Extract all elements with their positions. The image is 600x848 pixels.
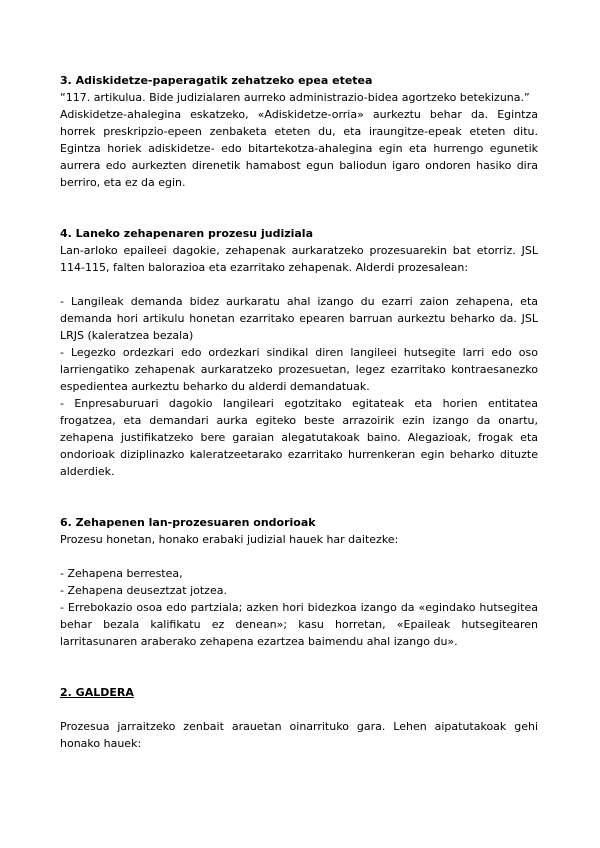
section-6-item: - Zehapena berrestea, [60,567,183,580]
section-3-heading: 3. Adiskidetze-paperagatik zehatzeko epea etetea [60,74,373,87]
question-2-body: Prozesua jarraitzeko zenbait arauetan oinarrituko gara. Lehen aipatutakoak gehi honako hauek: [60,720,538,750]
section-3-quote: “117. artikulua. Bide judizialaren aurreko administrazio-bidea agortzeko betekizuna.” [60,91,530,104]
section-4-item: - Enpresaburuari dagokio langileari egotzitako egitateak eta horien entitatea frogatzea, eta demandari aurka egiteko beste arrazoirik ezin izango da onartu, zehapena justifikatzeko bere garaian alegatutakoak baino. Alegazioak, frogak eta ondorioak diziplinazko kaleratzeetarako ezarritako hurrenkeran egin beharko dituzte alderdiek. [60,397,538,478]
section-6-heading: 6. Zehapenen lan-prozesuaren ondorioak [60,516,316,529]
document-content [60,72,538,752]
section-6-intro: Prozesu honetan, honako erabaki judizial hauek har daitezke: [60,533,399,546]
question-2-heading: 2. GALDERA [60,686,134,699]
section-3-body: Adiskidetze-ahalegina eskatzeko, «Adiskidetze-orria» aurkeztu behar da. Egintza horrek preskripzio-epeen zenbaketa eteten du, eta iraungitze-epeak eteten ditu. Egintza horiek adiskidetze- edo bitartekotza-ahalegina egin eta hurrengo egunetik aurrera edo aurkezten direnetik hamabost egun baliodun igaro ondoren hasiko dira berriro, eta ez da egin. [60,108,538,189]
section-4-item: - Legezko ordezkari edo ordezkari sindikal diren langileei hutsegite larri edo oso larriengatiko zehapenak aurkaratzeko prozesuetan, legez ezarritako kontraesanezko espedientea aurkeztu beharko du alderdi demandatuak. [60,346,538,393]
section-4-item: - Langileak demanda bidez aurkaratu ahal izango du ezarri zaion zehapena, eta demanda hori artikulu honetan ezarritako epearen barruan aurkeztu beharko da. JSL LRJS (kaleratzea bezala) [60,295,538,342]
section-6-item: - Zehapena deuseztzat jotzea. [60,584,227,597]
section-6-item: - Errebokazio osoa edo partziala; azken hori bidezkoa izango da «egindako hutsegitea behar bezala kalifikatu ez denean»; kasu horretan, «Epaileak hutsegitearen larritasunaren araberako zehapena ezartzea baimendu ahal izango du». [60,601,538,648]
section-4-heading: 4. Laneko zehapenaren prozesu judiziala [60,227,314,240]
section-4-intro: Lan-arloko epaileei dagokie, zehapenak aurkaratzeko prozesuarekin bat etorriz. JSL 114-115, falten balorazioa eta ezarritako zehapenak. Alderdi prozesalean: [60,244,538,274]
